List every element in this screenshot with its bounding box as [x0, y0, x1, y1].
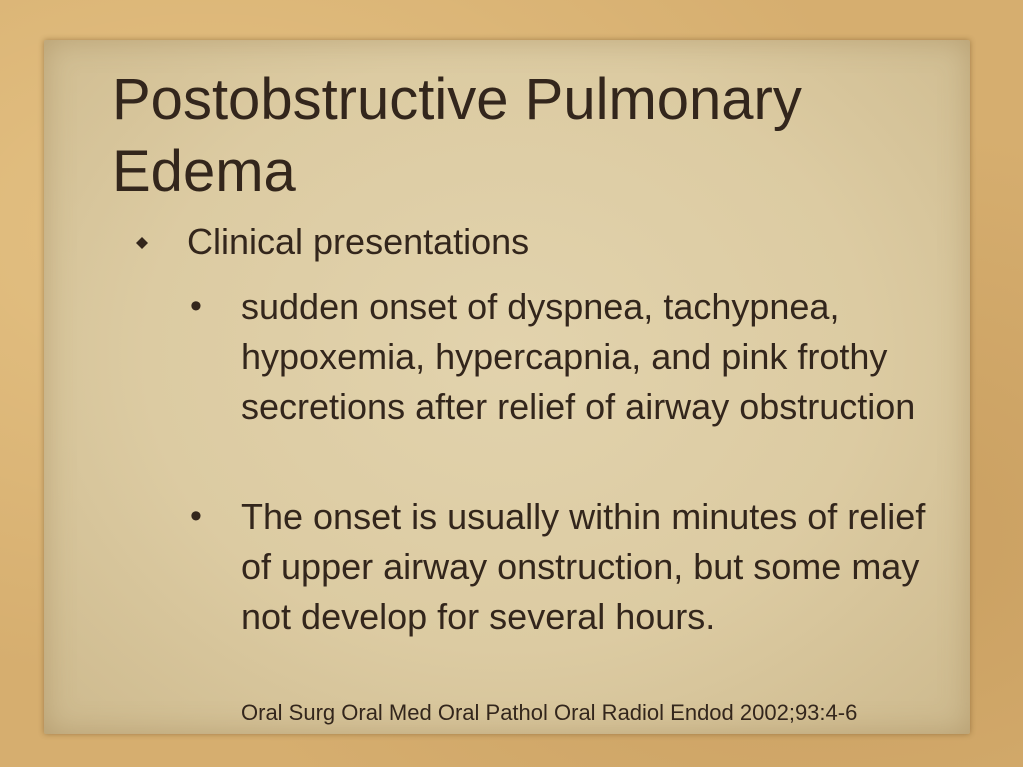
slide-title: Postobstructive Pulmonary Edema: [112, 67, 802, 204]
list-item-text: The onset is usually within minutes of relief of upper airway onstruction, but some may not develop for several hours.: [241, 496, 926, 637]
level1-bullet-text: Clinical presentations: [187, 221, 530, 262]
dot-bullet-icon: •: [190, 497, 202, 535]
dot-bullet-icon: •: [190, 287, 202, 325]
list-item-text: sudden onset of dyspnea, tachypnea, hypoxemia, hypercapnia, and pink frothy secretions after relief of airway obstruction: [241, 286, 916, 427]
diamond-bullet-icon: [136, 236, 148, 248]
citation: Oral Surg Oral Med Oral Pathol Oral Radiol Endod 2002;93:4-6: [241, 700, 858, 725]
